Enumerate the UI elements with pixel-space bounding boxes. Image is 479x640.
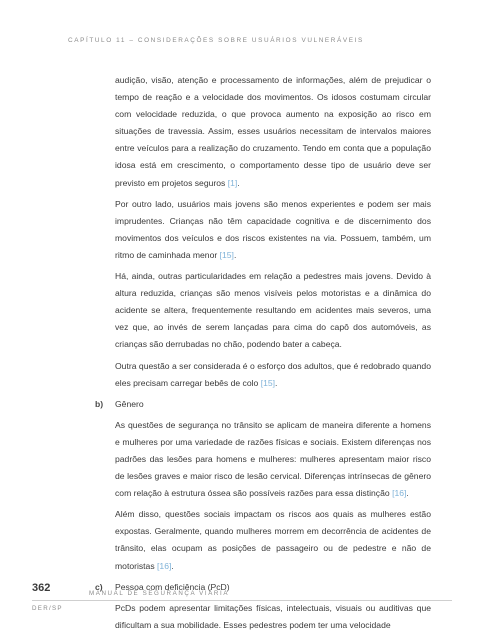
page-number: 362 xyxy=(32,582,51,594)
paragraph-disability: PcDs podem apresentar limitações físicas, intelectuais, visuais ou auditivas que dificultam a sua mobilidade. Esses pedestres podem ter uma velocidade xyxy=(115,602,431,630)
list-item-title: Pessoa com deficiência (PcD) xyxy=(115,581,230,592)
reference-link[interactable]: [15] xyxy=(219,249,234,260)
reference-link[interactable]: [16] xyxy=(392,488,407,499)
list-marker: b) xyxy=(95,398,104,409)
organization-label: DER/SP xyxy=(32,605,63,612)
reference-link[interactable]: [16] xyxy=(157,560,172,571)
reference-link[interactable]: [1] xyxy=(227,177,238,188)
body-text xyxy=(95,72,431,638)
list-item-title: Gênero xyxy=(115,398,144,409)
footer-divider xyxy=(32,600,452,601)
paragraph-gender-physical: As questões de segurança no trânsito se aplicam de maneira diferente a homens e mulheres por uma variedade de razões físicas e sociais. Existem diferenças nos padrões das lesões para homens e mulheres: mulheres apresentam maior risco de lesões graves e maior risco de lesão cervical. Diferenças intrínsecas de gênero com relação à estrutura óssea são possíveis razões para essa distinção [16]. xyxy=(115,419,431,499)
paragraph-adults: Outra questão a ser considerada é o esforço dos adultos, que é redobrado quando eles precisam carregar bebês de colo [15]. xyxy=(115,360,431,388)
paragraph-elderly: audição, visão, atenção e processamento de informações, além de prejudicar o tempo de reação e a velocidade dos movimentos. Os idosos costumam circular com velocidade reduzida, o que provoca aumento na exposição ao risco em situações de travessia. Assim, esses usuários necessitam de intervalos maiores entre veículos para a realização do cruzamento. Tendo em conta que a população idosa está em crescimento, o comportamento desse tipo de usuário deve ser previsto em projetos seguros [1]. xyxy=(115,75,431,188)
reference-link[interactable]: [15] xyxy=(260,377,276,388)
paragraph-children: Há, ainda, outras particularidades em relação a pedestres mais jovens. Devido à altura reduzida, crianças são menos visíveis pelos motoristas e a dinâmica do acidente se altera, frequentemente resultando em acidentes mais severos, uma vez que, ao invés de serem lançadas para cima do capô dos automóveis, as crianças são derrubadas no chão, podendo bater a cabeça. xyxy=(115,271,431,350)
paragraph-young-users: Por outro lado, usuários mais jovens são menos experientes e podem ser mais imprudentes. Crianças não têm capacidade cognitiva e de discernimento dos movimentos dos veículos e dos riscos existentes na via. Possuem, também, um ritmo de caminhada menor [15]. xyxy=(115,198,431,260)
paragraph-gender-social: Além disso, questões sociais impactam os riscos aos quais as mulheres estão expostas. Geralmente, quando mulheres morrem em decorrência de acidentes de trânsito, elas ocupam as posições de passageiro ou de pedestre e não de motoristas [16]. xyxy=(115,509,431,571)
list-item-gender xyxy=(95,396,431,413)
chapter-header: CAPÍTULO 11 – CONSIDERAÇÕES SOBRE USUÁRIOS VULNERÁVEIS xyxy=(68,37,364,44)
list-marker: c) xyxy=(95,581,103,592)
book-title: MANUAL DE SEGURANÇA VIÁRIA xyxy=(89,590,230,597)
